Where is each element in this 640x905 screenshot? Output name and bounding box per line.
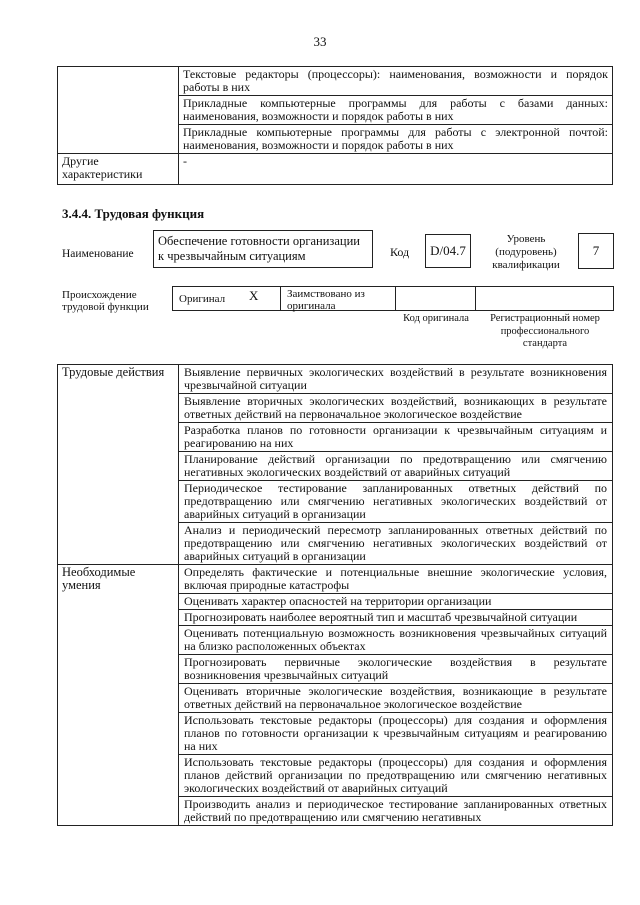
continued-table — [57, 66, 613, 185]
group-label: Трудовые действия — [58, 365, 179, 565]
table-cell: Оценивать вторичные экологические воздействия, возникающие в результате ответных действий на первоначальное экологическое воздействие — [179, 684, 613, 713]
table-cell: Производить анализ и периодическое тестирование запланированных ответных действий по предотвращению или смягчению негативных — [179, 797, 613, 826]
page-number: 33 — [313, 34, 327, 49]
table-cell: Использовать текстовые редакторы (процессоры) для создания и оформления планов по готовности организации к чрезвычайным ситуациям и реагированию на них — [179, 713, 613, 755]
original-mark: X — [249, 288, 259, 303]
origin-row — [172, 286, 614, 311]
table-cell: Текстовые редакторы (процессоры): наименования, возможности и порядок работы в них — [179, 67, 613, 96]
level-value: 7 — [578, 233, 614, 269]
table-cell: Выявление первичных экологических воздействий в результате возникновения чрезвычайной ситуации — [179, 365, 613, 394]
table-cell: Разработка планов по готовности организации к чрезвычайным ситуациям и реагированию на них — [179, 423, 613, 452]
table-cell: Выявление вторичных экологических воздействий, возникающих в результате ответных действий на первоначальное экологическое воздействие — [179, 394, 613, 423]
labor-function-table — [57, 364, 613, 826]
origin-divider — [395, 286, 396, 311]
table-cell: Определять фактические и потенциальные внешние экологические условия, включая природные катастрофы — [179, 565, 613, 594]
code-label: Код — [390, 245, 410, 259]
table-cell: Планирование действий организации по предотвращению или смягчению негативных экологических воздействий от аварийных ситуаций — [179, 452, 613, 481]
table-cell: Использовать текстовые редакторы (процессоры) для создания и оформления планов действий организации по предотвращению или смягчению негативных экологических воздействий от аварийных ситуаций — [179, 755, 613, 797]
table-cell: Периодическое тестирование запланированных ответных действий по предотвращению или смягчению негативных экологических воздействий от аварийных ситуаций в организации — [179, 481, 613, 523]
row-label — [58, 67, 179, 154]
name-value: Обеспечение готовности организации к чрезвычайным ситуациям — [153, 230, 373, 268]
table-cell: Оценивать характер опасностей на территории организации — [179, 594, 613, 610]
level-label: Уровень (подуровень) квалификации — [492, 233, 560, 271]
table-cell: Прогнозировать наиболее вероятный тип и масштаб чрезвычайной ситуации — [179, 610, 613, 626]
required-skills-group — [58, 565, 613, 826]
borrowed-label: Заимствовано из оригинала — [287, 288, 365, 312]
name-label: Наименование — [62, 248, 134, 260]
origin-divider — [475, 286, 476, 311]
table-cell: Прикладные компьютерные программы для работы с электронной почтой: наименования, возможности и порядок работы в них — [179, 125, 613, 154]
origin-divider — [280, 286, 281, 311]
code-value: D/04.7 — [425, 234, 471, 268]
table-cell: Анализ и периодический пересмотр запланированных ответных действий по предотвращению или смягчению негативных экологических воздействий от аварийных ситуаций в организации — [179, 523, 613, 565]
table-cell: Оценивать потенциальную возможность возникновения чрезвычайных ситуаций на близко расположенных объектах — [179, 626, 613, 655]
table-cell: - — [179, 154, 613, 185]
table-cell: Прогнозировать первичные экологические воздействия в результате возникновения чрезвычайных ситуаций — [179, 655, 613, 684]
table-row — [58, 154, 613, 185]
group-label: Необходимые умения — [58, 565, 179, 826]
original-label: Оригинал — [179, 293, 226, 305]
table-cell: Прикладные компьютерные программы для работы с базами данных: наименования, возможности и порядок работы в них — [179, 96, 613, 125]
table-row — [58, 365, 613, 394]
origin-label: Происхождение трудовой функции — [62, 289, 149, 313]
table-row — [58, 67, 613, 96]
code-original-label: Код оригинала — [403, 313, 469, 324]
row-label: Другие характеристики — [58, 154, 179, 185]
reg-number-label: Регистрационный номер профессионального стандарта — [490, 313, 600, 349]
section-heading: 3.4.4. Трудовая функция — [62, 206, 205, 221]
table-row — [58, 565, 613, 594]
labor-actions-group — [58, 365, 613, 565]
